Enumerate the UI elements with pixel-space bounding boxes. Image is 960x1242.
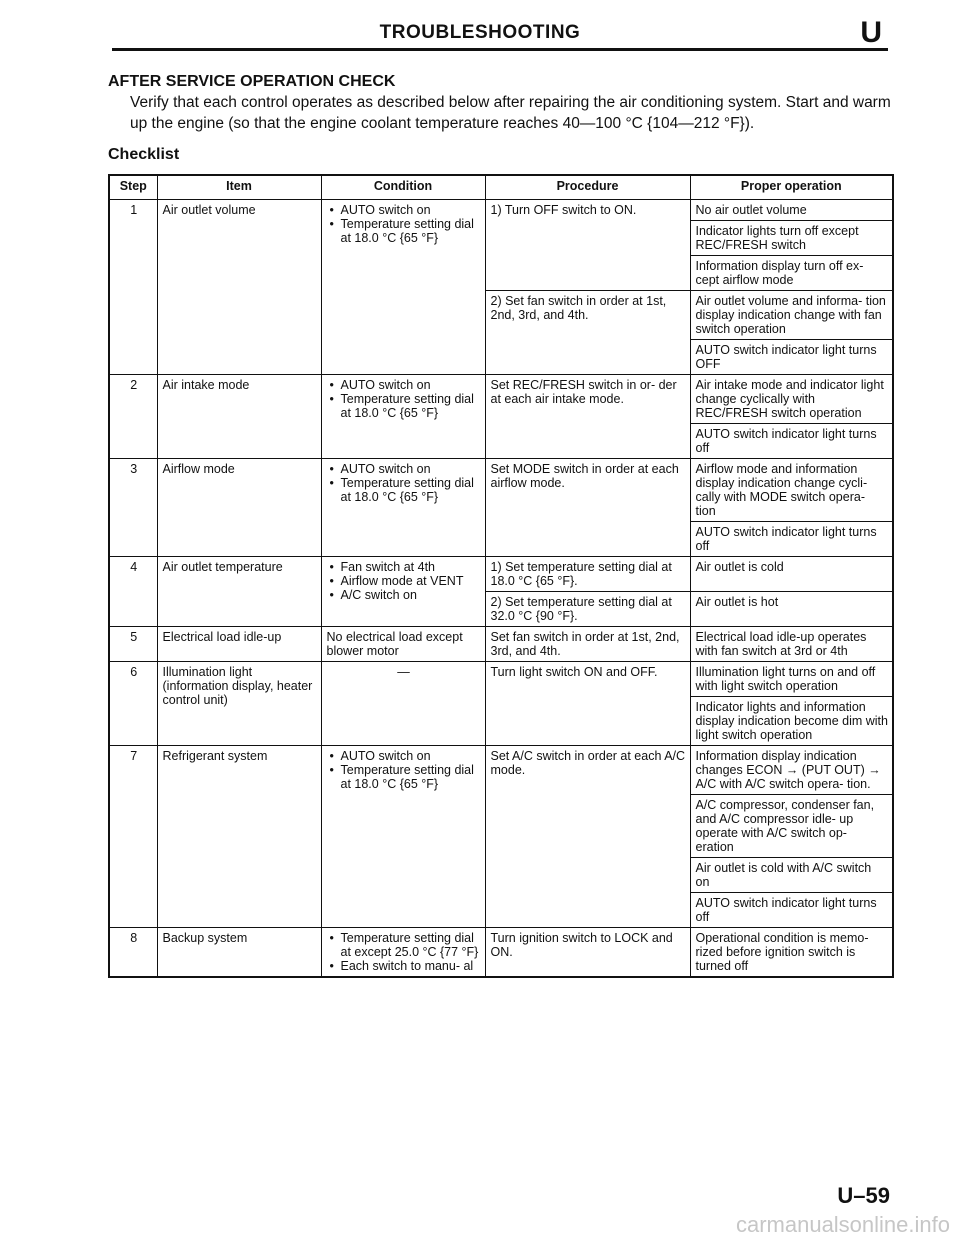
- procedure-cell: Set REC/FRESH switch in or- der at each air intake mode.: [485, 375, 690, 459]
- page-title: TROUBLESHOOTING: [379, 22, 581, 43]
- condition-cell: [321, 557, 485, 627]
- table-header-row: [109, 175, 893, 200]
- condition-cell: [321, 928, 485, 978]
- procedure-cell: 1) Set temperature setting dial at 18.0 °C {65 °F}.: [485, 557, 690, 592]
- proper-operation-cell: Information display indication changes ECON → (PUT OUT) → A/C with A/C switch opera- tion.: [690, 746, 893, 795]
- procedure-cell: 1) Turn OFF switch to ON.: [485, 200, 690, 291]
- procedure-cell: Turn ignition switch to LOCK and ON.: [485, 928, 690, 978]
- proper-operation-cell: Air outlet is cold with A/C switch on: [690, 858, 893, 893]
- condition-list: [327, 560, 481, 602]
- procedure-cell: Turn light switch ON and OFF.: [485, 662, 690, 746]
- checklist-heading: Checklist: [108, 146, 180, 163]
- condition-item: • AUTO switch on: [341, 203, 481, 217]
- table-row: [109, 746, 893, 795]
- header-item: Item: [157, 175, 321, 200]
- condition-item: • Temperature setting dial at except 25.0 °C {77 °F}: [341, 931, 481, 959]
- proper-operation-cell: Information display turn off ex- cept airflow mode: [690, 256, 893, 291]
- header-condition: Condition: [321, 175, 485, 200]
- condition-list: [327, 462, 481, 504]
- condition-item: • Fan switch at 4th: [341, 560, 481, 574]
- proper-operation-cell: Air outlet is hot: [690, 592, 893, 627]
- step-cell: 3: [109, 459, 157, 557]
- section-heading: AFTER SERVICE OPERATION CHECK: [108, 73, 396, 90]
- condition-item: • Temperature setting dial at 18.0 °C {65 °F}: [341, 392, 481, 420]
- proper-operation-cell: Air intake mode and indicator light change cyclically with REC/FRESH switch operation: [690, 375, 893, 424]
- condition-list: [327, 378, 481, 420]
- item-cell: Airflow mode: [157, 459, 321, 557]
- item-cell: Electrical load idle-up: [157, 627, 321, 662]
- step-cell: 1: [109, 200, 157, 375]
- proper-operation-cell: Airflow mode and information display indication change cycli- cally with MODE switch opera- tion: [690, 459, 893, 522]
- proper-operation-cell: A/C compressor, condenser fan, and A/C compressor idle- up operate with A/C switch op- eration: [690, 795, 893, 858]
- item-cell: Illumination light (information display, heater control unit): [157, 662, 321, 746]
- item-cell: Refrigerant system: [157, 746, 321, 928]
- header-step: Step: [109, 175, 157, 200]
- proper-operation-cell: Indicator lights turn off except REC/FRESH switch: [690, 221, 893, 256]
- page-number: U–59: [837, 1183, 890, 1208]
- procedure-cell: 2) Set temperature setting dial at 32.0 °C {90 °F}.: [485, 592, 690, 627]
- intro-paragraph: Verify that each control operates as described below after repairing the air conditioning system. Start and warm up the engine (so that the engine coolant temperature reaches 40—100 °C {104—212 °F}).: [130, 94, 891, 132]
- table-row: [109, 459, 893, 522]
- proper-operation-cell: Air outlet volume and informa- tion display indication change with fan switch operation: [690, 291, 893, 340]
- proper-operation-cell: Indicator lights and information display indication become dim with light switch operation: [690, 697, 893, 746]
- procedure-cell: Set MODE switch in order at each airflow mode.: [485, 459, 690, 557]
- proper-operation-cell: Illumination light turns on and off with light switch operation: [690, 662, 893, 697]
- step-cell: 5: [109, 627, 157, 662]
- proper-operation-cell: Operational condition is memo- rized before ignition switch is turned off: [690, 928, 893, 978]
- proper-operation-cell: AUTO switch indicator light turns off: [690, 522, 893, 557]
- item-cell: Backup system: [157, 928, 321, 978]
- table-row: [109, 375, 893, 424]
- proper-operation-cell: No air outlet volume: [690, 200, 893, 221]
- header-rule: [112, 48, 888, 51]
- condition-item: • A/C switch on: [341, 588, 481, 602]
- step-cell: 8: [109, 928, 157, 978]
- table-row: [109, 627, 893, 662]
- proper-operation-cell: Electrical load idle-up operates with fan switch at 3rd or 4th: [690, 627, 893, 662]
- step-cell: 4: [109, 557, 157, 627]
- proper-operation-cell: AUTO switch indicator light turns off: [690, 424, 893, 459]
- procedure-cell: Set A/C switch in order at each A/C mode.: [485, 746, 690, 928]
- condition-cell: [321, 746, 485, 928]
- condition-list: [327, 203, 481, 245]
- table-row: [109, 662, 893, 697]
- condition-item: • AUTO switch on: [341, 462, 481, 476]
- header-procedure: Procedure: [485, 175, 690, 200]
- condition-list: [327, 931, 481, 973]
- item-cell: Air outlet temperature: [157, 557, 321, 627]
- condition-item: • AUTO switch on: [341, 749, 481, 763]
- table-row: [109, 928, 893, 978]
- condition-item: • Temperature setting dial at 18.0 °C {65 °F}: [341, 763, 481, 791]
- procedure-cell: 2) Set fan switch in order at 1st, 2nd, 3rd, and 4th.: [485, 291, 690, 375]
- step-cell: 6: [109, 662, 157, 746]
- condition-item: • Each switch to manu- al: [341, 959, 481, 973]
- checklist-body: [109, 200, 893, 978]
- proper-operation-cell: Air outlet is cold: [690, 557, 893, 592]
- watermark: carmanualsonline.info: [735, 1212, 950, 1237]
- condition-cell: [321, 459, 485, 557]
- table-row: [109, 557, 893, 592]
- condition-list: [327, 749, 481, 791]
- condition-cell: [321, 200, 485, 375]
- condition-cell: —: [321, 662, 485, 746]
- proper-operation-cell: AUTO switch indicator light turns OFF: [690, 340, 893, 375]
- condition-item: • AUTO switch on: [341, 378, 481, 392]
- item-cell: Air outlet volume: [157, 200, 321, 375]
- header-proper-operation: Proper operation: [690, 175, 893, 200]
- proper-operation-cell: AUTO switch indicator light turns off: [690, 893, 893, 928]
- step-cell: 7: [109, 746, 157, 928]
- condition-cell: No electrical load except blower motor: [321, 627, 485, 662]
- step-cell: 2: [109, 375, 157, 459]
- condition-item: • Temperature setting dial at 18.0 °C {65 °F}: [341, 476, 481, 504]
- condition-cell: [321, 375, 485, 459]
- section-letter: U: [860, 16, 882, 49]
- table-row: [109, 200, 893, 221]
- checklist-table: [108, 174, 894, 978]
- condition-item: • Airflow mode at VENT: [341, 574, 481, 588]
- procedure-cell: Set fan switch in order at 1st, 2nd, 3rd, and 4th.: [485, 627, 690, 662]
- item-cell: Air intake mode: [157, 375, 321, 459]
- condition-item: • Temperature setting dial at 18.0 °C {65 °F}: [341, 217, 481, 245]
